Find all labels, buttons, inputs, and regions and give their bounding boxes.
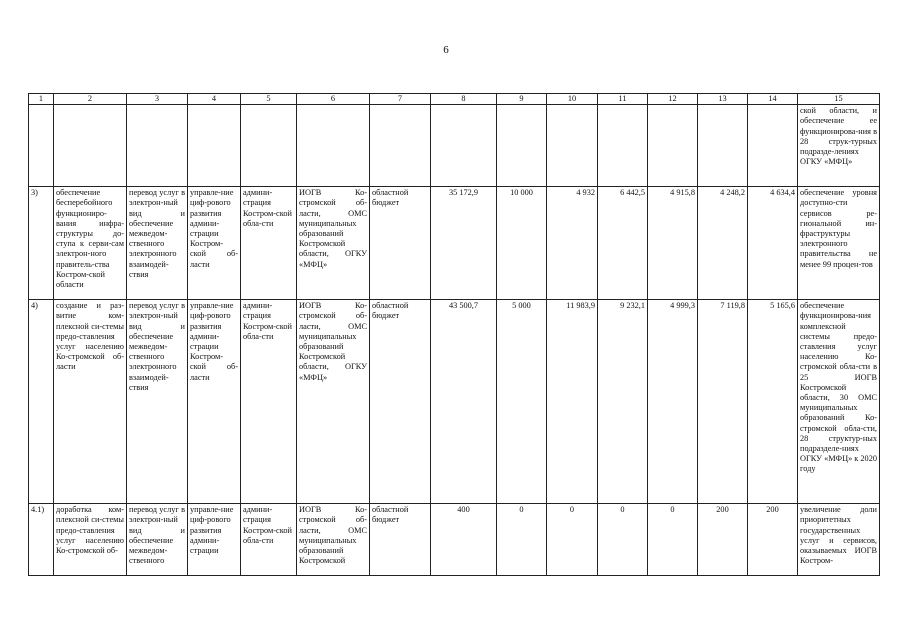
column-number: 15 [798, 94, 880, 105]
table-row [29, 504, 880, 576]
amount-year-6: 5 165,6 [748, 300, 798, 504]
page-number: 6 [443, 44, 449, 56]
responsible-executor: управле-ние циф-рового развития админи-страции Костром-ской об-ласти [188, 300, 241, 504]
column-number: 10 [547, 94, 598, 105]
expected-result: обеспечение функционирова-ния комплексной системы предо-ставления услуг населению Ко-стромской обла-сти в 25 ИОГВ Костромской области, 30 ОМС муниципальных образований Ко-стромской обла-сти, 28 структур-ных подразделе-ниях ОГКУ «МФЦ» к 2020 году [798, 300, 880, 504]
row-number: 4.1) [29, 504, 54, 576]
co-executor: админи-страция Костром-ской обла-сти [241, 300, 297, 504]
participants: ИОГВ Ко-стромской об-ласти, ОМС муниципальных образований Костромской [297, 504, 370, 576]
amount-year-2: 11 983,9 [547, 300, 598, 504]
co-executor: админи-страция Костром-ской обла-сти [241, 187, 297, 300]
column-number: 4 [188, 94, 241, 105]
amount-year-5: 7 119,8 [698, 300, 748, 504]
total-amount: 35 172,9 [431, 187, 497, 300]
task-name: создание и раз-витие ком-плексной си-стемы предо-ставления услуг населению Ко-стромской об-ласти [54, 300, 127, 504]
column-number: 12 [648, 94, 698, 105]
amount-year-6: 200 [748, 504, 798, 576]
amount-year-4: 4 915,8 [648, 187, 698, 300]
amount-year-6: 4 634,4 [748, 187, 798, 300]
task-name: обеспечение бесперебойного функциониро-вания инфра-структуры до-ступа к серви-сам электрон-ного правитель-ства Костром-ской области [54, 187, 127, 300]
column-number: 13 [698, 94, 748, 105]
column-number: 3 [127, 94, 188, 105]
row-number: 3) [29, 187, 54, 300]
participants: ИОГВ Ко-стромской об-ласти, ОМС муниципальных образований Костромской области, ОГКУ «МФЦ» [297, 187, 370, 300]
column-number: 8 [431, 94, 497, 105]
column-number: 11 [598, 94, 648, 105]
task-name: доработка ком-плексной си-стемы предо-ставления услуг населению Ко-стромской об- [54, 504, 127, 576]
amount-year-1: 5 000 [497, 300, 547, 504]
program-table [28, 93, 880, 576]
total-amount: 43 500,7 [431, 300, 497, 504]
expected-result: увеличение доли приоритетных государственных услуг и сервисов, оказываемых ИОГВ Костром- [798, 504, 880, 576]
amount-year-3: 9 232,1 [598, 300, 648, 504]
table-row [29, 300, 880, 504]
amount-year-2: 4 932 [547, 187, 598, 300]
amount-year-1: 0 [497, 504, 547, 576]
amount-year-5: 4 248,2 [698, 187, 748, 300]
amount-year-3: 6 442,5 [598, 187, 648, 300]
column-number: 5 [241, 94, 297, 105]
co-executor: админи-страция Костром-ской обла-сти [241, 504, 297, 576]
column-number: 1 [29, 94, 54, 105]
amount-year-5: 200 [698, 504, 748, 576]
expected-result: обеспечение уровня доступно-сти сервисов ре-гиональной ин-фраструктуры электронного правительства не менее 99 процен-тов [798, 187, 880, 300]
amount-year-1: 10 000 [497, 187, 547, 300]
column-number: 14 [748, 94, 798, 105]
column-number: 9 [497, 94, 547, 105]
responsible-executor: управле-ние циф-рового развития админи-страции Костром-ской об-ласти [188, 187, 241, 300]
expected-result: ской области, и обеспечение ее функционирова-ния в 28 струк-турных подразде-лениях ОГКУ «МФЦ» [798, 105, 880, 187]
table-row-continuation [29, 105, 880, 187]
amount-year-2: 0 [547, 504, 598, 576]
responsible-executor: управле-ние циф-рового развития админи-страции [188, 504, 241, 576]
funding-source: областной бюджет [370, 504, 431, 576]
activity: перевод услуг в электрон-ный вид и обеспечение межведом-ственного [127, 504, 188, 576]
table-row [29, 187, 880, 300]
amount-year-4: 4 999,3 [648, 300, 698, 504]
column-number: 2 [54, 94, 127, 105]
funding-source: областной бюджет [370, 300, 431, 504]
amount-year-3: 0 [598, 504, 648, 576]
column-number: 7 [370, 94, 431, 105]
total-amount: 400 [431, 504, 497, 576]
row-number: 4) [29, 300, 54, 504]
column-number: 6 [297, 94, 370, 105]
funding-source: областной бюджет [370, 187, 431, 300]
activity: перевод услуг в электрон-ный вид и обеспечение межведом-ственного электронного взаимодей-ствия [127, 187, 188, 300]
activity: перевод услуг в электрон-ный вид и обеспечение межведом-ственного электронного взаимодей-ствия [127, 300, 188, 504]
amount-year-4: 0 [648, 504, 698, 576]
participants: ИОГВ Ко-стромской об-ласти, ОМС муниципальных образований Костромской области, ОГКУ «МФЦ» [297, 300, 370, 504]
column-number-row [29, 94, 880, 105]
